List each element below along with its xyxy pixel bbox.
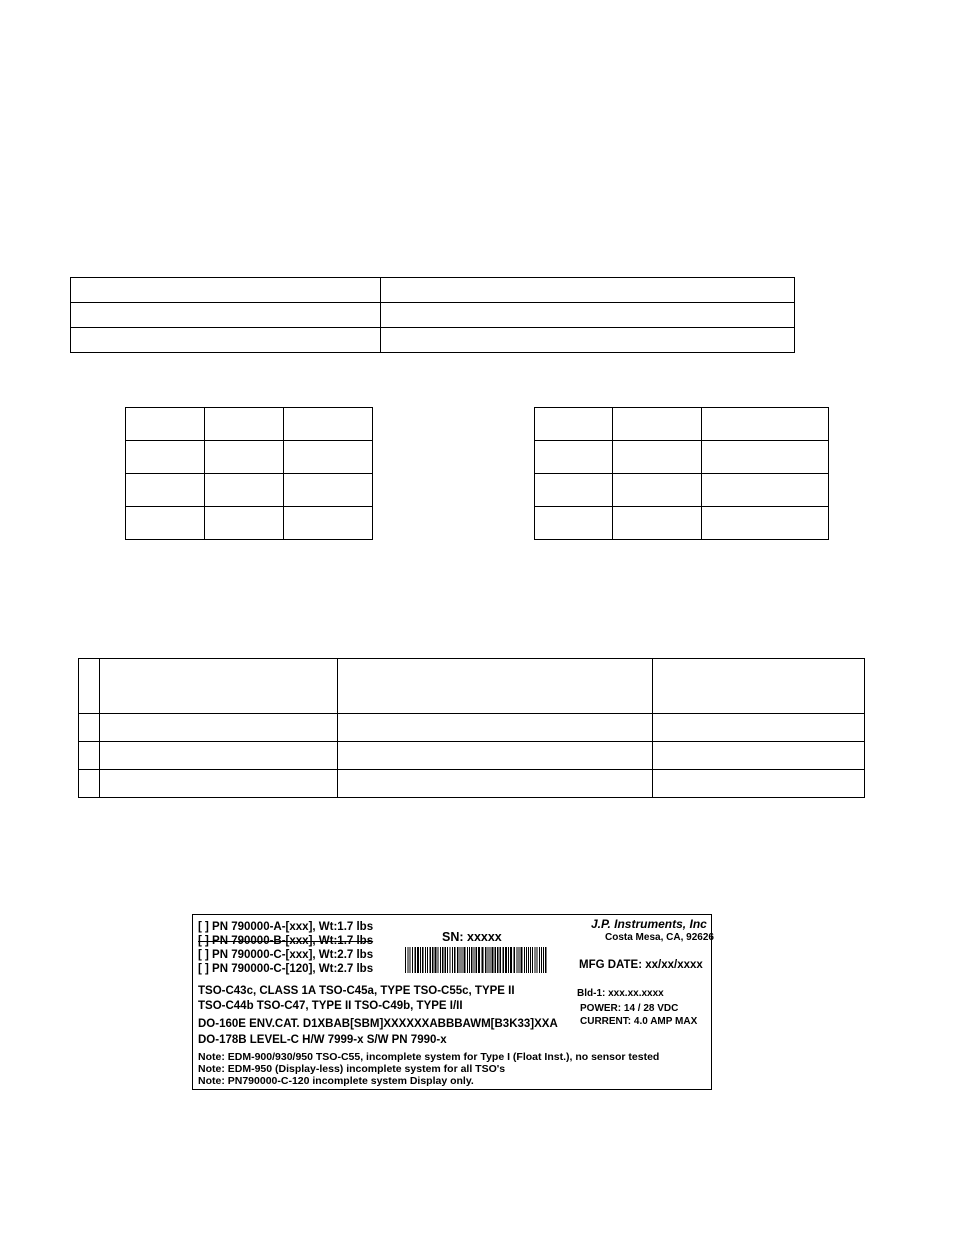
table-cell [205, 408, 284, 441]
table-cell [79, 742, 100, 770]
table-cell [100, 770, 338, 798]
table-cell [613, 441, 702, 474]
table-cell [338, 714, 653, 742]
table-cell [338, 770, 653, 798]
table-row [79, 714, 865, 742]
table-row [126, 441, 373, 474]
table-row [71, 278, 795, 303]
table-cell [613, 474, 702, 507]
table-cell [284, 408, 373, 441]
table-cell [535, 408, 613, 441]
table-cell [100, 714, 338, 742]
note-line: Note: EDM-900/930/950 TSO-C55, incomplete system for Type I (Float Inst.), no sensor tested [198, 1051, 660, 1063]
pn-line-b: [ ] PN 790000-B-[xxx], Wt:1.7 lbs [198, 935, 374, 947]
table-cell [100, 659, 338, 714]
pn-line-c: [ ] PN 790000-C-[xxx], Wt:2.7 lbs [198, 949, 374, 961]
table-row [535, 507, 829, 540]
pn-line-c120: [ ] PN 790000-C-[120], Wt:2.7 lbs [198, 963, 374, 975]
grid-table-left [125, 407, 373, 540]
power-rating: POWER: 14 / 28 VDC [580, 1003, 679, 1014]
table-cell [702, 474, 829, 507]
table-cell [126, 507, 205, 540]
grid-table-right [534, 407, 829, 540]
table-cell [205, 507, 284, 540]
table-row [79, 770, 865, 798]
pn-line-a: [ ] PN 790000-A-[xxx], Wt:1.7 lbs [198, 921, 374, 933]
do178-line: DO-178B LEVEL-C H/W 7999-x S/W PN 7990-x [198, 1034, 447, 1046]
table-cell [381, 303, 795, 328]
table-cell [284, 507, 373, 540]
table-cell [535, 507, 613, 540]
table-cell [126, 441, 205, 474]
table-cell [79, 770, 100, 798]
table-cell [79, 714, 100, 742]
table-cell [100, 742, 338, 770]
do160-line: DO-160E ENV.CAT. D1XBAB[SBM]XXXXXXABBBAWM[B3K33]XXA [198, 1018, 558, 1030]
table-row [71, 328, 795, 353]
table-cell [126, 408, 205, 441]
table-row [126, 507, 373, 540]
table-header-row [79, 659, 865, 714]
table-cell [284, 474, 373, 507]
table-cell [535, 441, 613, 474]
info-table-top [70, 277, 795, 353]
table-row [535, 441, 829, 474]
table-cell [71, 328, 381, 353]
table-cell [381, 328, 795, 353]
table-cell [653, 659, 865, 714]
table-cell [702, 507, 829, 540]
build-number: Bld-1: xxx.xx.xxxx [577, 988, 664, 999]
table-row [79, 742, 865, 770]
table-cell [205, 441, 284, 474]
table-cell [338, 742, 653, 770]
table-cell [205, 474, 284, 507]
tso-line-2: TSO-C44b TSO-C47, TYPE II TSO-C49b, TYPE I/II [198, 1000, 463, 1012]
table-cell [653, 770, 865, 798]
barcode-image [405, 947, 549, 973]
serial-number: SN: xxxxx [442, 930, 502, 944]
table-row [535, 474, 829, 507]
table-cell [613, 507, 702, 540]
table-row [126, 408, 373, 441]
table-cell [381, 278, 795, 303]
table-cell [653, 742, 865, 770]
mfg-date: MFG DATE: xx/xx/xxxx [579, 959, 703, 971]
note-line: Note: PN790000-C-120 incomplete system Display only. [198, 1075, 474, 1087]
tso-line-1: TSO-C43c, CLASS 1A TSO-C45a, TYPE TSO-C55c, TYPE II [198, 985, 515, 997]
table-cell [535, 474, 613, 507]
table-cell [71, 303, 381, 328]
table-cell [71, 278, 381, 303]
table-row [71, 303, 795, 328]
table-cell [126, 474, 205, 507]
table-cell [702, 408, 829, 441]
part-number-table [78, 658, 865, 798]
table-cell [338, 659, 653, 714]
company-address: Costa Mesa, CA, 92626 [605, 932, 714, 943]
table-cell [79, 659, 100, 714]
table-row [535, 408, 829, 441]
product-label [192, 914, 712, 1090]
table-cell [653, 714, 865, 742]
company-name: J.P. Instruments, Inc [591, 917, 707, 931]
current-rating: CURRENT: 4.0 AMP MAX [580, 1016, 698, 1027]
table-cell [702, 441, 829, 474]
table-cell [284, 441, 373, 474]
note-line: Note: EDM-950 (Display-less) incomplete system for all TSO's [198, 1063, 506, 1075]
table-row [126, 474, 373, 507]
table-cell [613, 408, 702, 441]
